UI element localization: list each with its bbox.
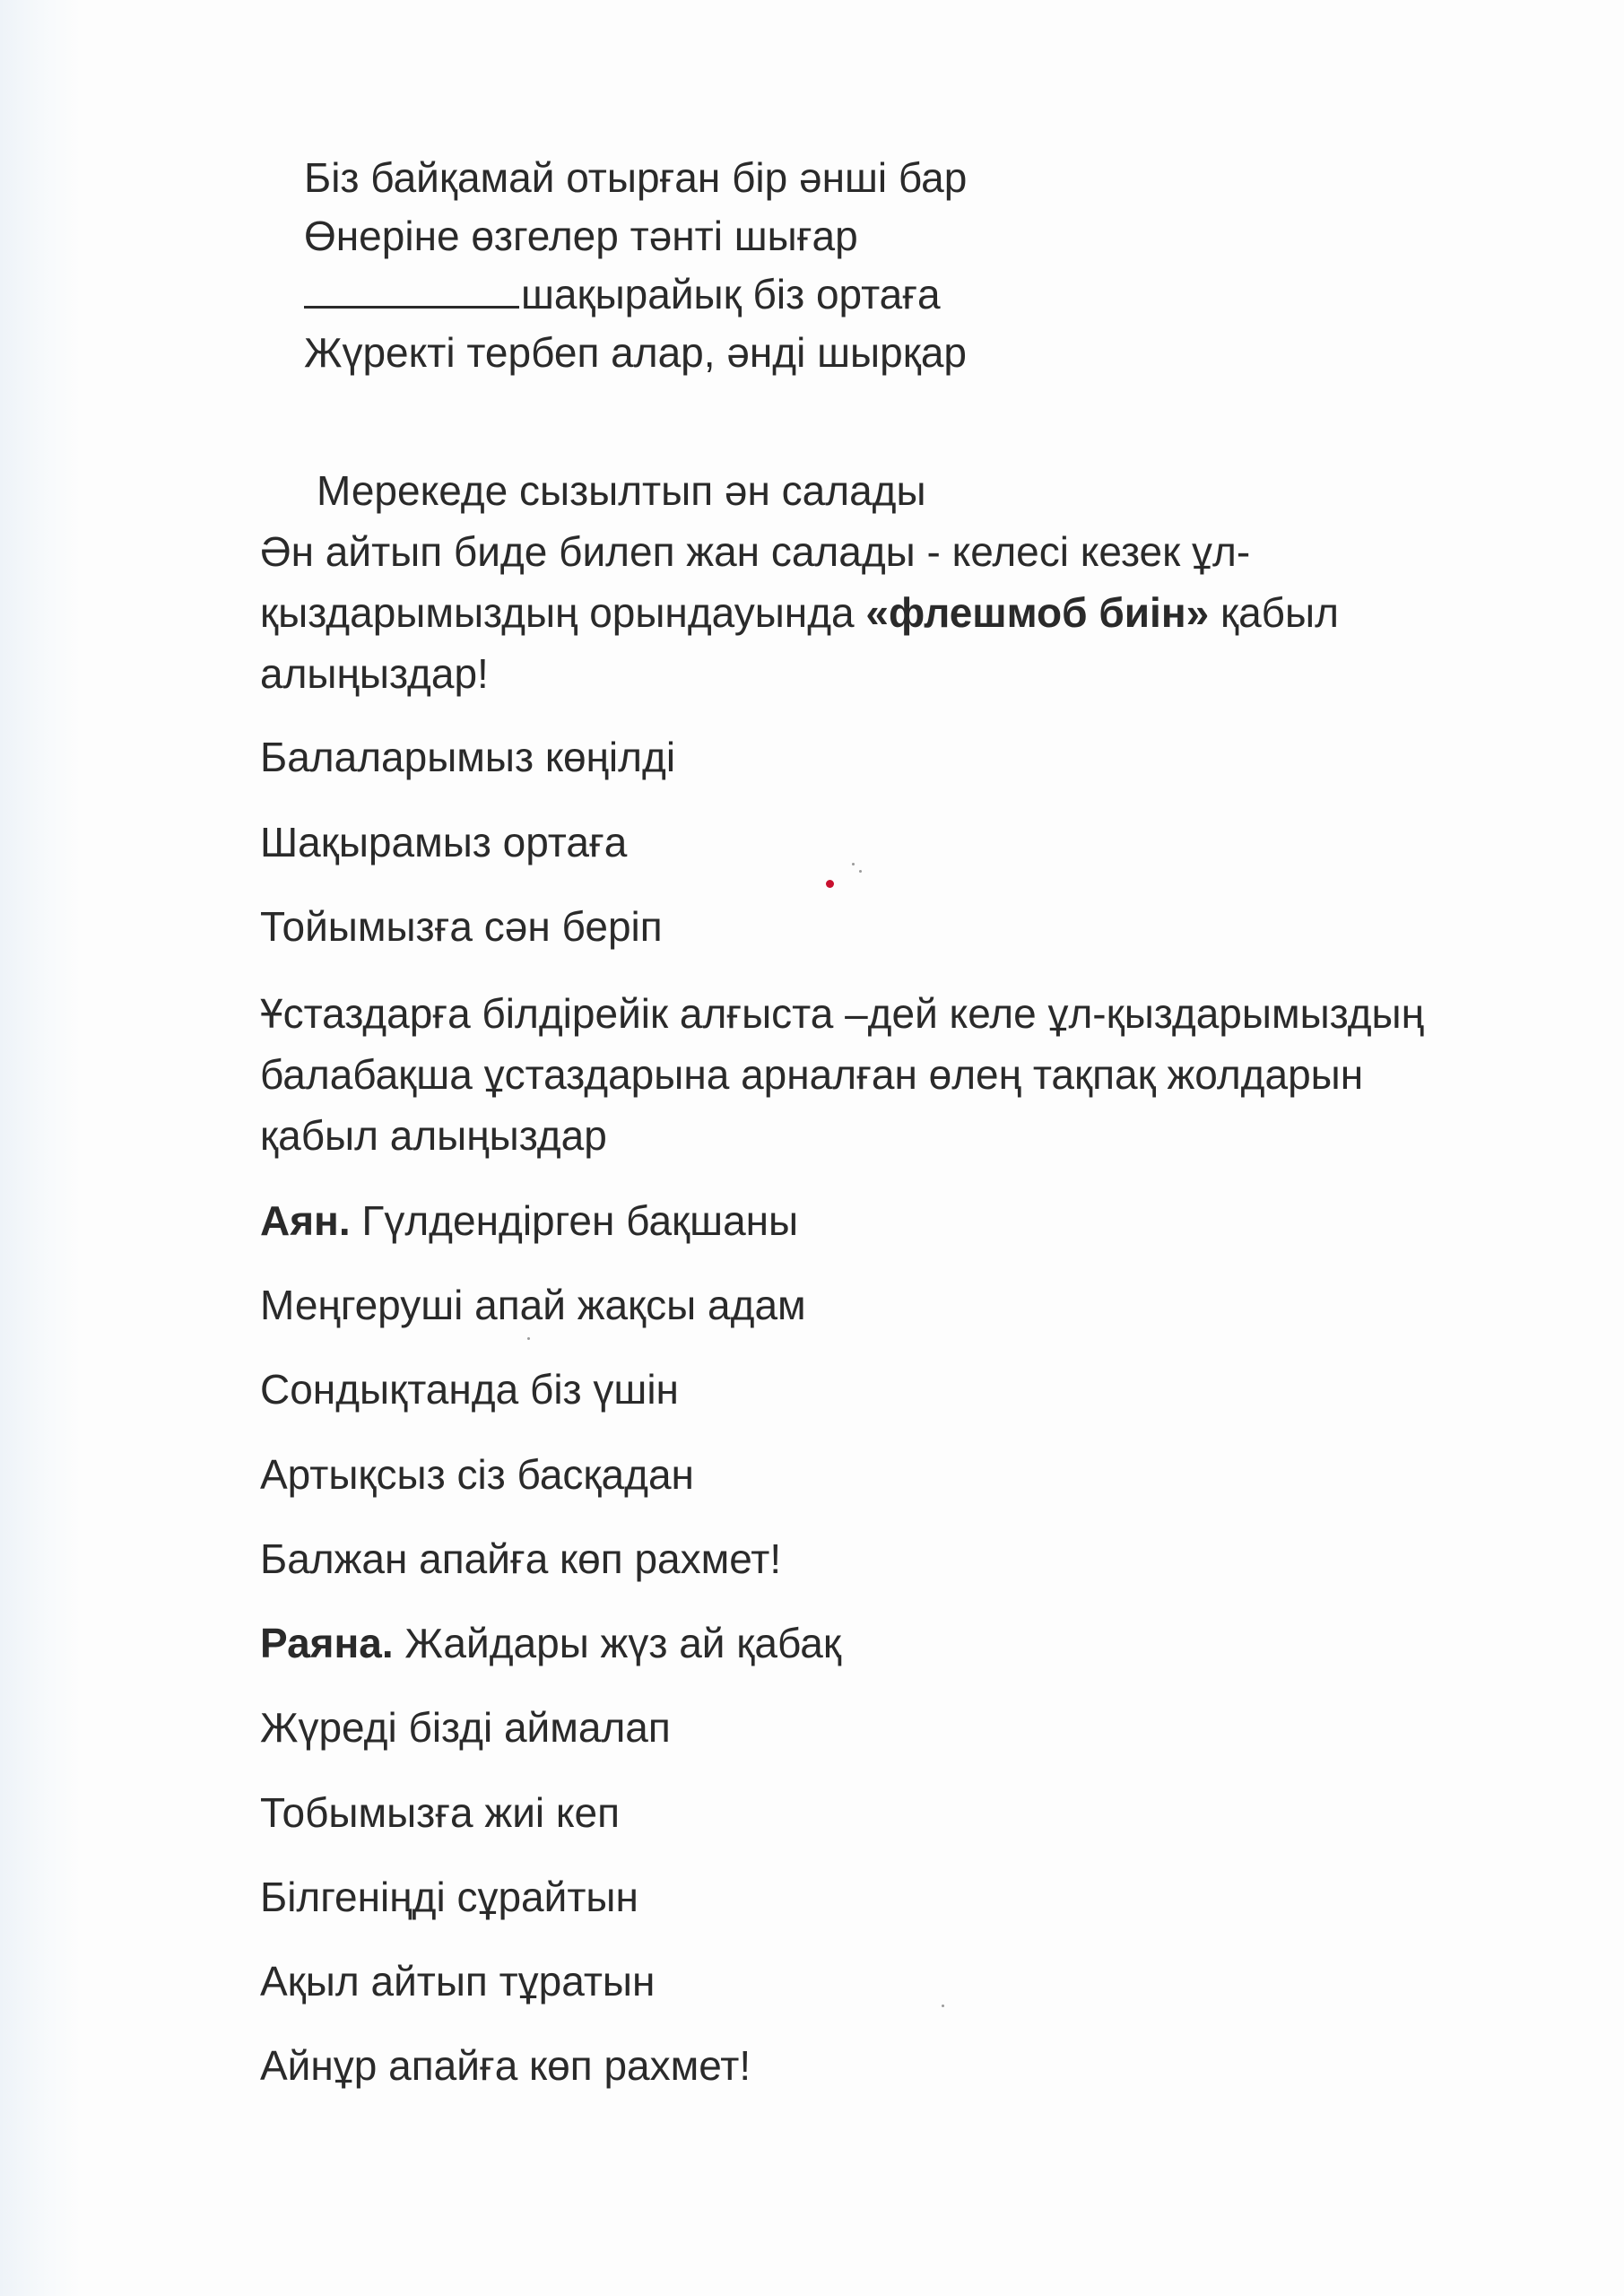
rayana-line-2: Жүреді бізді аймалап [260,1704,671,1751]
flashmob-title: «флешмоб биін» [865,589,1210,636]
ayan-line-5: Балжан апайға көп рахмет! [260,1535,782,1582]
stanza-line-4: Жүректі тербеп алар, әнді шырқар [304,329,967,376]
intro-line-1: Мерекеде сызылтып ән салады [317,467,926,514]
fill-in-blank [304,274,519,309]
ayan-line-4: Артықсыз сіз басқадан [260,1451,694,1498]
scan-speck [859,870,862,873]
scan-speck [527,1337,530,1340]
intro-line-3-pre: қыздарымыздың орындауында [260,589,866,636]
stanza-line-2: Өнеріне өзгелер тәнті шығар [304,213,858,259]
speaker-rayana: Раяна. [260,1620,394,1666]
rayana-line-5: Ақыл айтып тұратын [260,1958,656,2005]
teachers-line-3: қабыл алыңыздар [260,1112,607,1159]
rayana-line-4: Білгеніңді сұрайтын [260,1874,638,1920]
opening-stanza [304,149,967,382]
rayana-line-3: Тобымызға жиі кеп [260,1789,621,1836]
ayan-line-1 [260,1190,798,1251]
speaker-ayan: Аян. [260,1197,351,1244]
teachers-line-1: Ұстаздарға білдірейік алғыста –дей келе ұл-қыздарымыздың [260,990,1425,1037]
stanza-line-3 [304,265,967,324]
scan-speck [852,863,855,865]
intro-line-4: алыңыздар! [260,650,489,697]
red-ink-spot [826,880,834,888]
rayana-line-6: Айнұр апайға көп рахмет! [260,2042,751,2089]
intro-line-3 [260,582,1339,643]
rayana-line-1 [260,1613,841,1674]
ayan-line-2: Меңгеруші апай жақсы адам [260,1282,806,1328]
ayan-line-3: Сондықтанда біз үшін [260,1366,679,1413]
rayana-line-1-text: Жайдары жүз ай қабақ [393,1620,841,1666]
children-line-1: Балаларымыз көңілді [260,734,676,780]
scan-edge-shading [0,0,81,2296]
children-line-3: Тойымызға сән беріп [260,903,663,950]
scan-speck [942,2005,944,2007]
stanza-line-3-text: шақырайық біз ортаға [521,271,941,317]
teachers-line-2: балабақша ұстаздарына арналған өлең тақпақ жолдарын [260,1051,1364,1098]
children-line-2: Шақырамыз ортаға [260,819,628,865]
stanza-line-1: Біз байқамай отырған бір әнші бар [304,154,968,201]
ayan-line-1-text: Гүлдендірген бақшаны [350,1197,799,1244]
intro-line-2: Ән айтып биде билеп жан салады - келесі кезек ұл- [260,528,1251,575]
intro-line-3-post: қабыл [1209,589,1339,636]
